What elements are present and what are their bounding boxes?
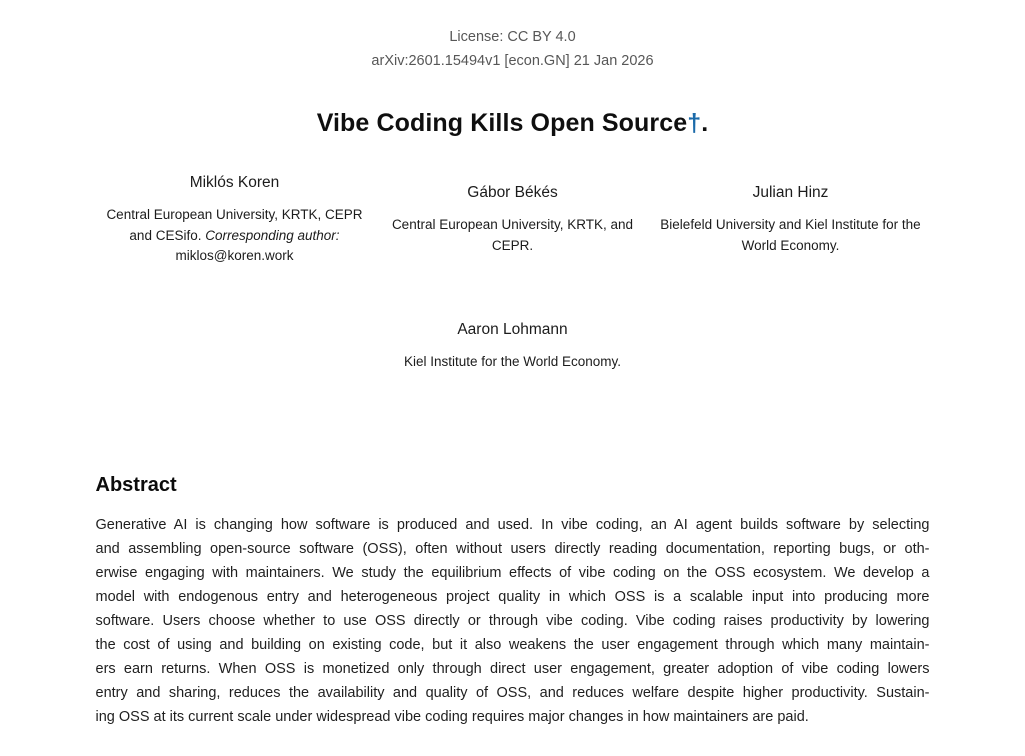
author-block-koren [96,174,374,267]
abstract-line: erwise engaging with maintainers. We study the equilibrium effects of vibe coding on the OSS ecosystem. We develop a [95,565,930,581]
abstract-line: entry and sharing, reduces the availability and quality of OSS, and reduces welfare despite higher productivity. Sustain- [95,685,930,701]
arxiv-id-line: arXiv:2601.15494v1 [econ.GN] 21 Jan 2026 [371,53,654,69]
abstract-line: and assembling open-source software (OSS), often without users directly reading documentation, reporting bugs, or oth- [95,541,930,557]
abstract-line: ing OSS at its current scale under widespread vibe coding requires major changes in how maintainers are paid. [95,709,809,725]
author-affiliation: Kiel Institute for the World Economy. [403,353,622,369]
author-affiliation [102,205,368,267]
affiliation-text: Central European University, KRTK, CEPR and CESifo. [106,207,363,243]
abstract-section [96,474,930,729]
author-block-lohmann [374,321,652,373]
paper-title-text: Vibe Coding Kills Open Source [316,109,688,137]
abstract-heading: Abstract [95,474,177,496]
author-block-bekes [374,184,652,256]
author-name: Gábor Békés [467,184,558,202]
abstract-line: software. Users choose whether to use OSS directly or through vibe coding. Vibe coding raises productivity by lowering [95,613,930,629]
author-name: Miklós Koren [189,174,280,191]
author-name: Julian Hinz [752,184,829,202]
abstract-line: Generative AI is changing how software is produced and used. In vibe coding, an AI agent builds software by selecting [95,517,930,533]
abstract-line: model with endogenous entry and heterogeneous project quality in which OSS is a scalable input into producing more [95,589,930,605]
title-period: . [701,109,709,137]
authors-grid [96,174,930,372]
abstract-line: the cost of using and building on existing code, but it also weakens the user engagement through which many maintain- [95,637,930,653]
author-affiliation: Central European University, KRTK, and CEPR. [391,217,634,253]
abstract-line: ers earn returns. When OSS is monetized only through direct user engagement, greater adoption of vibe coding lowers [95,661,930,677]
title-footnote-dagger-link[interactable]: † [687,109,702,137]
paper-content [96,0,930,729]
author-block-hinz [652,184,930,256]
author-affiliation: Bielefeld University and Kiel Institute for the World Economy. [660,217,921,253]
paper-title [96,109,930,138]
author-name: Aaron Lohmann [457,320,568,338]
license-line: License: CC BY 4.0 [449,29,576,45]
abstract-body [96,513,930,729]
corresponding-author-email: miklos@koren.work [175,248,294,263]
corresponding-author-label: Corresponding author: [205,227,340,243]
